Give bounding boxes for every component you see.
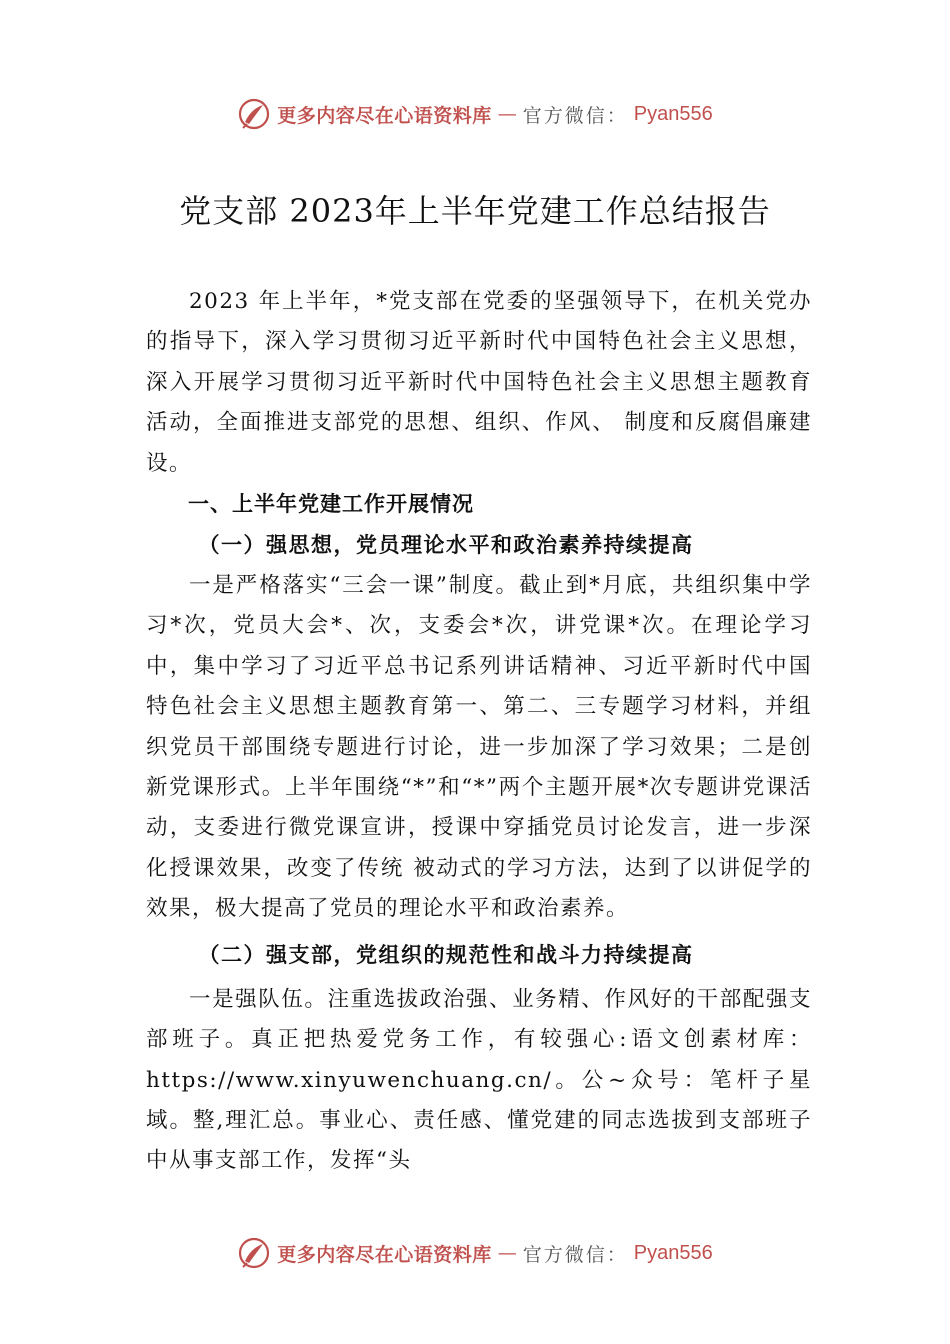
watermark-separator: — [497, 103, 517, 125]
subsection-1-paragraph: 一是严格落实“三会一课”制度。截止到*月底，共组织集中学习*次，党员大会*、次，支委会*次，讲党课*次。在理论学习中，集中学习了习近平总书记系列讲话精神、习近平新时代中国特色社会主义思想主题教育第一、第二、三专题学习材料，并组织党员干部围绕专题进行讨论，进一步加深了学习效果；二是创新党课形式。上半年围绕“*”和“*”两个主题开展*次专题讲党课活动，支委进行微党课宣讲，授课中穿插党员讨论发言，进一步深化授课效果，改变了传统 被动式的学习方法，达到了以讲促学的效果，极大提高了党员的理论水平和政治素养。 [146, 573, 812, 922]
header-watermark [0, 94, 950, 134]
watermark-separator: — [497, 1242, 517, 1264]
document-title: 党支部 2023年上半年党建工作总结报告 [179, 192, 771, 230]
document-body [146, 282, 812, 1182]
brush-logo-icon [237, 1236, 271, 1270]
section-heading-1: 一、上半年党建工作开展情况 [188, 492, 474, 517]
brush-logo-icon [237, 97, 271, 131]
subsection-heading-1: （一）强思想，党员理论水平和政治素养持续提高 [198, 532, 694, 558]
intro-paragraph: 2023 年上半年，*党支部在党委的坚强领导下，在机关党办的指导下，深入学习贯彻习近平新时代中国特色社会主义思想，深入开展学习贯彻习近平新时代中国特色社会主义思想主题教育活动，全面推进支部党的思想、组织、作风、 制度和反腐倡廉建设。 [146, 289, 812, 476]
footer-watermark [0, 1233, 950, 1273]
subsection-heading-2: （二）强支部，党组织的规范性和战斗力持续提高 [198, 941, 694, 967]
watermark-wechat-id: Pyan556 [633, 1241, 713, 1264]
watermark-brand: 更多内容尽在心语资料库 [277, 104, 492, 127]
watermark-label: 官方微信： [522, 1243, 628, 1266]
watermark-label: 官方微信： [522, 104, 628, 127]
subsection-2-paragraph: 一是强队伍。注重选拔政治强、业务精、作风好的干部配强支部班子。真正把热爱党务工作，有较强心:语文创素材库：https://www.xinyuwenchuang.cn/。公~众号：笔杆子星域。整,理汇总。事业心、责任感、懂党建的同志选拔到支部班子中从事支部工作，发挥“头 [146, 986, 812, 1174]
watermark-brand: 更多内容尽在心语资料库 [277, 1243, 492, 1266]
watermark-wechat-id: Pyan556 [633, 102, 713, 125]
